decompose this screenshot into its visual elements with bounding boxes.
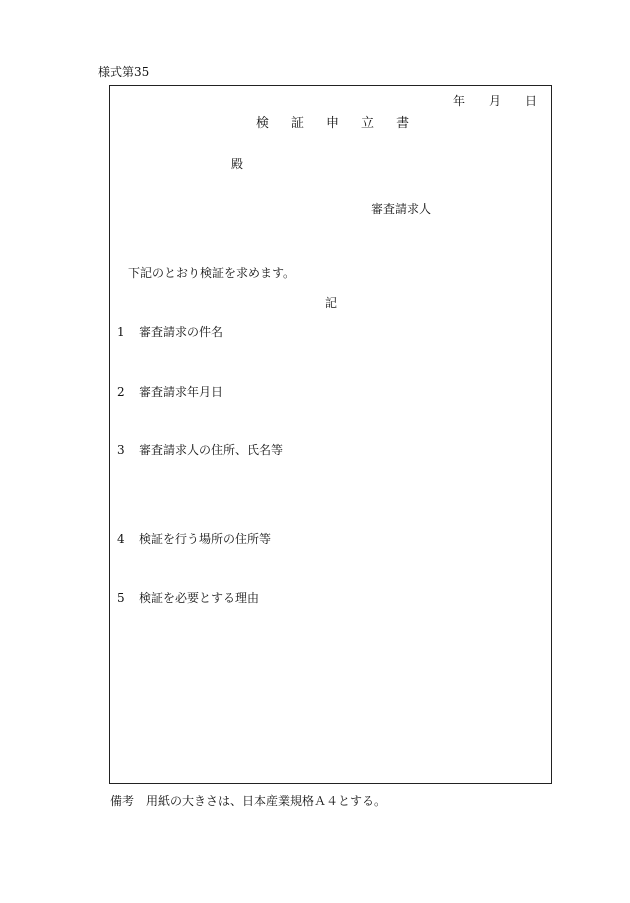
list-item: [117, 444, 283, 456]
item-label: 審査請求年月日: [139, 385, 224, 399]
form-number: 様式第35: [98, 65, 150, 79]
remarks-note: [110, 795, 386, 807]
list-item: [117, 592, 259, 604]
addressee-suffix: 殿: [231, 157, 244, 171]
title-char: 立: [361, 116, 375, 131]
date-line: [453, 95, 537, 107]
list-item: [117, 326, 223, 338]
remarks-text: 用紙の大きさは、日本産業規格Ａ４とする。: [146, 794, 387, 808]
requester-label: 審査請求人: [371, 202, 432, 216]
item-label: 審査請求人の住所、氏名等: [139, 443, 284, 457]
title-char: 書: [396, 116, 410, 131]
list-item: [117, 533, 271, 545]
item-number: 3: [117, 443, 125, 457]
item-number: 2: [117, 385, 125, 399]
remarks-label: 備考: [110, 794, 135, 808]
intro-text: 下記のとおり検証を求めます。: [128, 266, 296, 280]
list-item: [117, 386, 223, 398]
title-char: 申: [326, 116, 340, 131]
form-frame: [109, 85, 552, 784]
title-char: 検: [256, 116, 270, 131]
title-char: 証: [291, 116, 305, 131]
item-label: 検証を必要とする理由: [139, 591, 260, 605]
date-month-label: 月: [489, 94, 502, 108]
item-number: 1: [117, 325, 125, 339]
date-day-label: 日: [525, 94, 538, 108]
ki-heading: 記: [325, 296, 338, 310]
item-label: 審査請求の件名: [139, 325, 224, 339]
item-number: 4: [117, 532, 125, 546]
date-year-label: 年: [453, 94, 466, 108]
document-title: [256, 117, 409, 130]
item-number: 5: [117, 591, 125, 605]
item-label: 検証を行う場所の住所等: [139, 532, 272, 546]
